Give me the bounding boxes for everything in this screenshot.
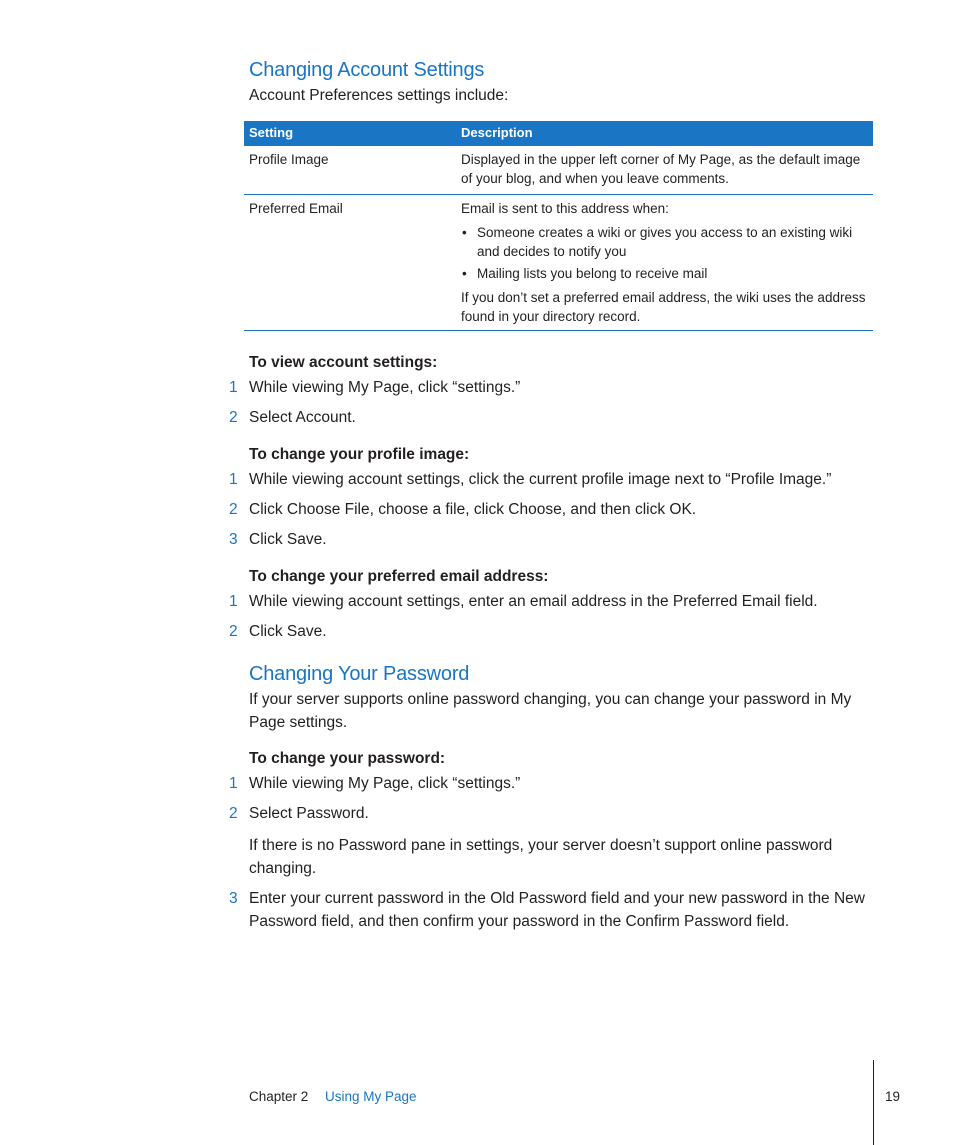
procedure-heading-email: To change your preferred email address: xyxy=(249,568,549,585)
step-number: 3 xyxy=(229,890,238,907)
settings-table xyxy=(244,121,873,331)
step-text: While viewing My Page, click “settings.” xyxy=(249,775,521,792)
step-text: Click Save. xyxy=(249,623,327,640)
section-title-password: Changing Your Password xyxy=(249,663,470,685)
step-text: While viewing My Page, click “settings.” xyxy=(249,379,521,396)
table-row xyxy=(244,146,873,195)
setting-name: Profile Image xyxy=(249,152,329,167)
section-title-account: Changing Account Settings xyxy=(249,59,485,81)
setting-description: Displayed in the upper left corner of My Page, as the default image of your blog, and when you leave comments. xyxy=(461,152,861,186)
header-description: Description xyxy=(461,125,533,140)
description-outro: If you don’t set a preferred email address, the wiki uses the address found in your directory record. xyxy=(461,290,866,324)
procedure-heading-profile: To change your profile image: xyxy=(249,446,470,463)
page-number: 19 xyxy=(885,1089,901,1104)
footer-chapter-title: Using My Page xyxy=(325,1089,417,1104)
description-bullet: • Someone creates a wiki or gives you access to an existing wiki and decides to notify you xyxy=(461,223,866,261)
step-number: 1 xyxy=(229,593,238,610)
step-note: If there is no Password pane in settings, your server doesn’t support online password changing. xyxy=(249,837,833,877)
step-text: Click Choose File, choose a file, click Choose, and then click OK. xyxy=(249,501,697,518)
section-intro-password: If your server supports online password changing, you can change your password in My Page settings. xyxy=(249,691,852,731)
step-number: 2 xyxy=(229,501,238,518)
step-text: Enter your current password in the Old Password field and your new password in the New Password field, and then confirm your password in the Confirm Password field. xyxy=(249,890,865,930)
step-number: 1 xyxy=(229,471,238,488)
footer-divider xyxy=(873,1060,874,1145)
setting-description xyxy=(461,199,866,326)
table-row xyxy=(244,195,873,331)
header-setting: Setting xyxy=(249,125,294,140)
description-bullet: • Mailing lists you belong to receive mail xyxy=(461,264,866,283)
step-number: 1 xyxy=(229,379,238,396)
step-text: Select Account. xyxy=(249,409,356,426)
section-intro-account: Account Preferences settings include: xyxy=(249,87,509,104)
step-text: Click Save. xyxy=(249,531,327,548)
step-text: Select Password. xyxy=(249,805,369,822)
step-text: While viewing account settings, click the current profile image next to “Profile Image.” xyxy=(249,471,832,488)
table-header xyxy=(244,121,873,146)
description-intro: Email is sent to this address when: xyxy=(461,201,669,216)
step-number: 2 xyxy=(229,409,238,426)
step-number: 1 xyxy=(229,775,238,792)
procedure-heading-view: To view account settings: xyxy=(249,354,438,371)
footer-chapter: Chapter 2 xyxy=(249,1089,309,1104)
step-text: While viewing account settings, enter an email address in the Preferred Email field. xyxy=(249,593,818,610)
step-number: 2 xyxy=(229,805,238,822)
setting-name: Preferred Email xyxy=(249,201,343,216)
procedure-heading-password: To change your password: xyxy=(249,750,446,767)
step-number: 2 xyxy=(229,623,238,640)
step-number: 3 xyxy=(229,531,238,548)
